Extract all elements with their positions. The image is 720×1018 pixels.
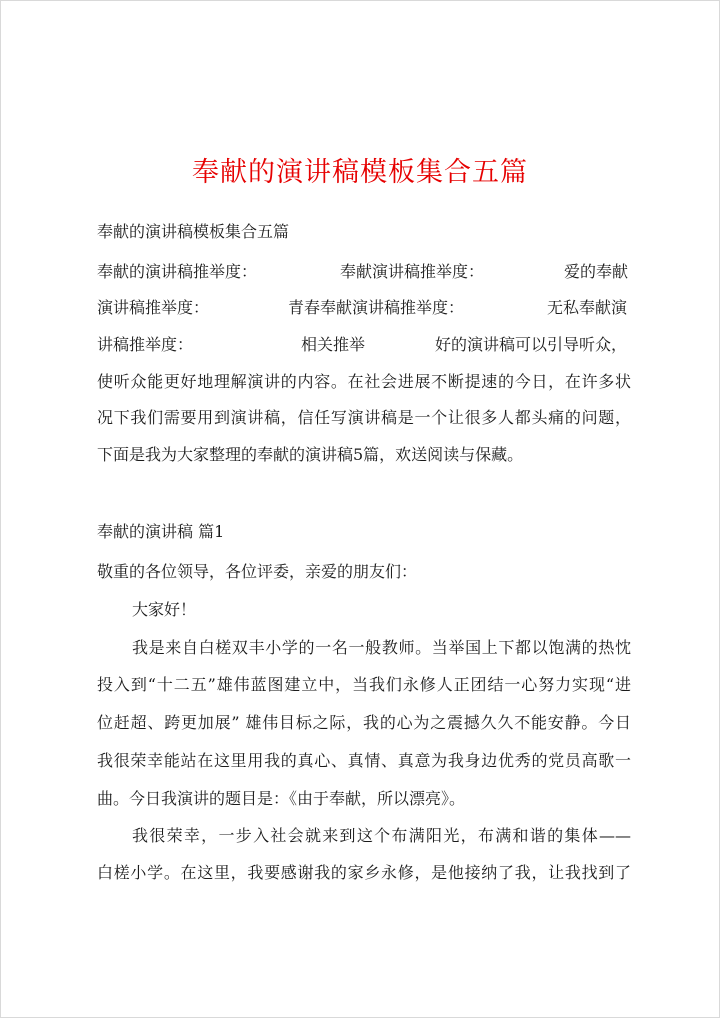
salutation: 敬重的各位领导，各位评委，亲爱的朋友们： bbox=[97, 562, 418, 581]
intro-line: 下面是我为大家整理的奉献的演讲稿5篇，欢送阅读与保藏。 bbox=[97, 445, 524, 464]
recommend-item: 相关推举 bbox=[301, 335, 366, 354]
body-line: 我很荣幸能站在这里用我的真心、真情、真意为我身边优秀的党员高歌一 bbox=[97, 751, 631, 770]
subtitle: 奉献的演讲稿模板集合五篇 bbox=[97, 222, 290, 241]
recommend-item: 青春奉献演讲稿推举度： bbox=[288, 298, 465, 317]
greeting: 大家好！ bbox=[132, 600, 197, 619]
body-line: 白槎小学。在这里，我要感谢我的家乡永修，是他接纳了我，让我找到了 bbox=[97, 863, 631, 882]
recommend-item: 奉献的演讲稿推举度： bbox=[97, 262, 258, 281]
section-heading: 奉献的演讲稿 篇1 bbox=[97, 522, 225, 541]
document-title: 奉献的演讲稿模板集合五篇 bbox=[192, 157, 528, 188]
body-line: 投入到“十二五”雄伟蓝图建立中，当我们永修人正团结一心努力实现“进 bbox=[97, 675, 631, 694]
body-line: 我很荣幸，一步入社会就来到这个布满阳光，布满和谐的集体—— bbox=[132, 826, 631, 845]
recommend-item: 无私奉献演 bbox=[547, 298, 628, 317]
recommend-item: 讲稿推举度： bbox=[97, 335, 194, 354]
recommend-item: 奉献演讲稿推举度： bbox=[340, 262, 485, 281]
body-line: 我是来自白槎双丰小学的一名一般教师。当举国上下都以饱满的热忱 bbox=[132, 638, 631, 657]
recommend-item: 演讲稿推举度： bbox=[97, 298, 210, 317]
recommend-item: 好的演讲稿可以引导听众， bbox=[435, 335, 628, 354]
intro-line: 使听众能更好地理解演讲的内容。在社会进展不断提速的今日，在许多状 bbox=[97, 372, 631, 391]
intro-line: 况下我们需要用到演讲稿，信任写演讲稿是一个让很多人都头痛的问题， bbox=[97, 408, 631, 427]
recommend-item: 爱的奉献 bbox=[564, 262, 629, 281]
body-line: 位赶超、跨更加展” 雄伟目标之际，我的心为之震撼久久不能安静。今日 bbox=[97, 713, 631, 732]
body-line: 曲。今日我演讲的题目是：《由于奉献，所以漂亮》。 bbox=[97, 789, 466, 808]
